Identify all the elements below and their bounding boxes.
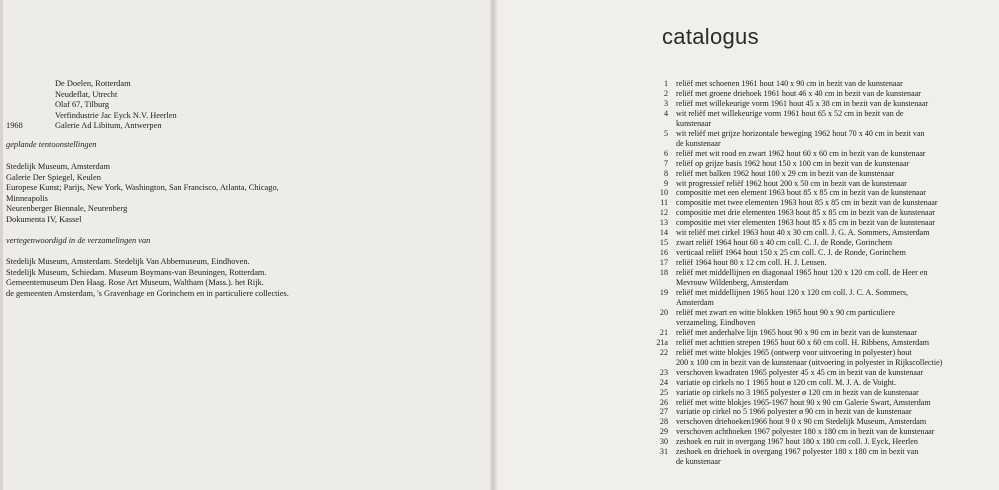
catalogue-number: 21a (656, 337, 668, 347)
catalogue-number: 9 (663, 178, 668, 188)
catalogue-row (640, 278, 990, 288)
catalogue-number: 28 (659, 417, 668, 427)
catalogue-entry: reliëf met schoenen 1961 hout 140 x 90 cm in bezit van de kunstenaar (676, 79, 903, 88)
catalogue-number (640, 278, 676, 288)
catalogue-row (640, 427, 990, 437)
catalogue-number: 7 (663, 158, 668, 168)
catalogue-entry: reliëf met groene driehoek 1961 hout 46 x 40 cm in bezit van de kunstenaar (676, 88, 921, 98)
catalogue-entry: compositie met een element 1963 hout 85 x 85 cm in bezit van de kunstenaar (676, 188, 926, 198)
catalogue-number: 8 (663, 168, 668, 178)
catalogue-entry: Mevrouw Wildenberg, Amsterdam (676, 278, 789, 288)
collection-line: Stedelijk Museum, Amsterdam. Stedelijk Van Abbemuseum, Eindhoven. (6, 257, 250, 266)
catalogue-entry: verschoven achthoeken 1967 polyester 180 x 180 cm in bezit van de kunstenaar (676, 427, 935, 437)
catalogue-row (640, 318, 990, 328)
catalogue-row (640, 308, 990, 318)
catalogue-entry: compositie met vier elementen 1963 hout 85 x 85 cm in bezit van de kunstenaar (676, 218, 935, 228)
catalogue-row (640, 119, 990, 129)
catalogue-number: 26 (659, 397, 668, 407)
catalogue-row (640, 99, 990, 109)
catalogue-row (640, 447, 990, 457)
catalogue-row (640, 388, 990, 398)
catalogue-number: 3 (663, 98, 668, 108)
catalogue-entry: reliëf met zwart en witte blokken 1965 hout 90 x 90 cm particuliere (676, 307, 895, 317)
catalogue-number: 12 (659, 208, 668, 218)
page-edge (0, 0, 3, 490)
catalogue-row (640, 417, 990, 427)
catalogue-title: catalogus (662, 24, 759, 49)
catalogue-list (640, 79, 990, 467)
catalogue-row (640, 457, 990, 467)
exhibition-item: Neudeflat, Utrecht (55, 89, 118, 99)
catalogue-entry: reliëf met achttien strepen 1965 hout 60 x 60 cm coll. H. Ribbens, Amsterdam (676, 337, 930, 347)
catalogue-number (640, 358, 676, 368)
catalogue-number: 17 (659, 258, 668, 268)
book-gutter (489, 0, 498, 490)
catalogue-number: 11 (660, 198, 668, 208)
catalogue-entry: reliëf met willekeurige vorm 1961 hout 45 x 38 cm in bezit van de kunstenaar (676, 98, 929, 108)
catalogue-row (640, 198, 990, 208)
catalogue-row (640, 89, 990, 99)
catalogue-row (640, 79, 990, 89)
catalogue-number: 10 (659, 188, 668, 198)
catalogue-number: 24 (659, 377, 668, 387)
catalogue-entry: de kunstenaar (676, 138, 721, 148)
catalogue-row (640, 218, 990, 228)
catalogue-row (640, 288, 990, 298)
catalogue-row (640, 398, 990, 408)
catalogue-row (640, 407, 990, 417)
collection-line: Gemeentemuseum Den Haag. Rose Art Museum, Waltham (Mass.). het Rijk. (6, 278, 264, 288)
catalogue-number: 20 (659, 307, 668, 317)
catalogue-number: 1 (663, 79, 668, 88)
catalogue-entry: 200 x 100 cm in bezit van de kunstenaar (uitvoering in polyester in Rijkscollectie) (676, 357, 943, 367)
catalogue-number (640, 119, 676, 129)
catalogue-entry: wit progressief reliëf 1962 hout 200 x 50 cm in bezit van de kunstenaar (676, 178, 907, 188)
catalogue-entry: reliëf op grijze basis 1962 hout 150 x 100 cm in bezit van de kunstenaar (676, 158, 910, 168)
catalogue-number: 29 (659, 427, 668, 437)
exhibition-item: Olaf 67, Tilburg (55, 100, 110, 110)
collection-line: Stedelijk Museum, Schiedam. Museum Boymans-van Beuningen, Rotterdam. (6, 267, 267, 277)
catalogue-row (640, 298, 990, 308)
catalogue-entry: reliëf met balken 1962 hout 100 x 29 cm in bezit van de kunstenaar (676, 168, 895, 178)
planned-item: Galerie Der Spiegel, Keulen (6, 172, 101, 182)
catalogue-row (640, 208, 990, 218)
catalogue-number: 30 (659, 437, 668, 447)
catalogue-number: 19 (659, 288, 668, 298)
catalogue-row (640, 159, 990, 169)
catalogue-number: 25 (659, 387, 668, 397)
catalogue-number: 14 (659, 228, 668, 238)
catalogue-row (640, 328, 990, 338)
catalogue-number: 18 (659, 268, 668, 278)
catalogue-number: 21 (659, 327, 668, 337)
catalogue-row (640, 258, 990, 268)
catalogue-number: 5 (663, 128, 668, 138)
catalogue-entry: reliëf met witte blokjes 1965 (ontwerp voor uitvoering in polyester) hout (676, 347, 912, 357)
catalogue-row (640, 268, 990, 278)
catalogue-row (640, 378, 990, 388)
catalogue-entry: variatie op cirkels no 3 1965 polyester ø 120 cm in bezit van de kunstenaar (676, 387, 919, 397)
catalogue-row (640, 139, 990, 149)
catalogue-entry: reliëf 1964 hout 80 x 12 cm coll. H. J. Lensen. (676, 258, 827, 268)
catalogue-row (640, 188, 990, 198)
exhibition-item: Galerie Ad Libitum, Antwerpen (55, 121, 162, 131)
catalogue-number: 13 (659, 218, 668, 228)
catalogue-number: 27 (659, 407, 668, 417)
catalogue-entry: zwart reliëf 1964 hout 60 x 40 cm coll. C. J. de Ronde, Gorinchem (676, 238, 893, 248)
catalogue-number: 31 (659, 447, 668, 457)
catalogue-row (640, 368, 990, 378)
catalogue-entry: verzameling, Eindhoven (676, 317, 756, 327)
catalogue-entry: reliëf met middellijnen 1965 hout 120 x 120 cm coll. J. C. A. Sommers, (676, 288, 908, 298)
catalogue-row (640, 228, 990, 238)
catalogue-entry: wit reliëf met grijze horizontale beweging 1962 hout 70 x 40 cm in bezit van (676, 128, 925, 138)
catalogue-row (640, 238, 990, 248)
planned-item: Neurenberger Biennale, Neurenberg (6, 204, 128, 214)
year-label: 1968 (6, 121, 23, 131)
catalogue-entry: variatie op cirkel no 5 1966 polyester ø 90 cm in bezit van de kunstenaar (676, 407, 912, 417)
catalogue-row (640, 109, 990, 119)
catalogue-row (640, 149, 990, 159)
catalogue-entry: verschoven kwadraten 1965 polyester 45 x 45 cm in bezit van de kunstenaar (676, 367, 924, 377)
catalogue-row (640, 437, 990, 447)
catalogue-row (640, 129, 990, 139)
catalogue-entry: Amsterdam (676, 297, 714, 307)
catalogue-entry: wit reliëf met cirkel 1963 hout 40 x 30 cm coll. J. G. A. Sommers, Amsterdam (676, 228, 930, 238)
catalogue-entry: reliëf met anderhalve lijn 1965 hout 90 x 90 cm in bezit van de kunstenaar (676, 327, 917, 337)
catalogue-entry: variatie op cirkels no 1 1965 hout ø 120 cm coll. M. J. A. de Voight. (676, 377, 897, 387)
catalogue-entry: wit reliëf met willekeurige vorm 1961 hout 65 x 52 cm in bezit van de (676, 108, 904, 118)
planned-item: Minneapolis (6, 193, 48, 203)
catalogue-number: 16 (659, 248, 668, 258)
catalogue-number: 15 (659, 238, 668, 248)
planned-heading: geplande tentoonstellingen (6, 140, 97, 149)
catalogue-entry: kunstenaar (676, 118, 712, 128)
catalogue-entry: zeshoek en driehoek in overgang 1967 polyester 180 x 180 cm in bezit van (676, 447, 919, 457)
catalogue-entry: verticaal reliëf 1964 hout 150 x 25 cm coll. C. J. de Ronde, Gorinchem (676, 248, 906, 258)
catalogue-entry: reliëf met middellijnen en diagonaal 1965 hout 120 x 120 cm coll. de Heer en (676, 268, 928, 278)
catalogue-entry: de kunstenaar (676, 457, 721, 467)
exhibition-item: De Doelen, Rotterdam (55, 79, 131, 88)
catalogue-row (640, 338, 990, 348)
catalogue-row (640, 179, 990, 189)
catalogue-number: 6 (663, 148, 668, 158)
catalogue-number (640, 139, 676, 149)
collections-heading: vertegenwoordigd in de verzamelingen van (6, 236, 151, 245)
catalogue-row (640, 348, 990, 358)
exhibition-item: Verfindustrie Jac Eyck N.V. Heerlen (55, 110, 177, 120)
catalogue-number: 4 (663, 108, 668, 118)
catalogue-number: 23 (659, 367, 668, 377)
catalogue-entry: verschoven driehoeken1966 hout 9 0 x 90 cm Stedelijk Museum, Amsterdam (676, 417, 927, 427)
catalogue-row (640, 169, 990, 179)
collection-line: de gemeenten Amsterdam, 's Gravenhage en Gorinchem en in particuliere collecties. (6, 288, 289, 298)
planned-item: Dokumenta IV, Kassel (6, 215, 82, 224)
catalogue-number: 2 (663, 88, 668, 98)
catalogue-number (640, 298, 676, 308)
catalogue-entry: compositie met twee elementen 1963 hout 85 x 85 cm in bezit van de kunstenaar (676, 198, 938, 208)
planned-item: Stedelijk Museum, Amsterdam (6, 162, 110, 171)
planned-item: Europese Kunst; Parijs, New York, Washington, San Francisco, Atlanta, Chicago, (6, 183, 279, 193)
catalogue-entry: reliëf met wit rood en zwart 1962 hout 60 x 60 cm in bezit van de kunstenaar (676, 148, 926, 158)
catalogue-entry: zeshoek en ruit in overgang 1967 hout 180 x 180 cm coll. J. Eyck, Heerlen (676, 437, 918, 447)
catalogue-entry: reliëf met witte blokjes 1965-1967 hout 90 x 90 cm Galerie Swart, Amsterdam (676, 397, 931, 407)
catalogue-number (640, 457, 676, 467)
catalogue-number: 22 (659, 347, 668, 357)
catalogue-row (640, 248, 990, 258)
catalogue-row (640, 358, 990, 368)
catalogue-entry: compositie met drie elementen 1963 hout 85 x 85 cm in bezit van de kunstenaar (676, 208, 935, 218)
catalogue-number (640, 318, 676, 328)
